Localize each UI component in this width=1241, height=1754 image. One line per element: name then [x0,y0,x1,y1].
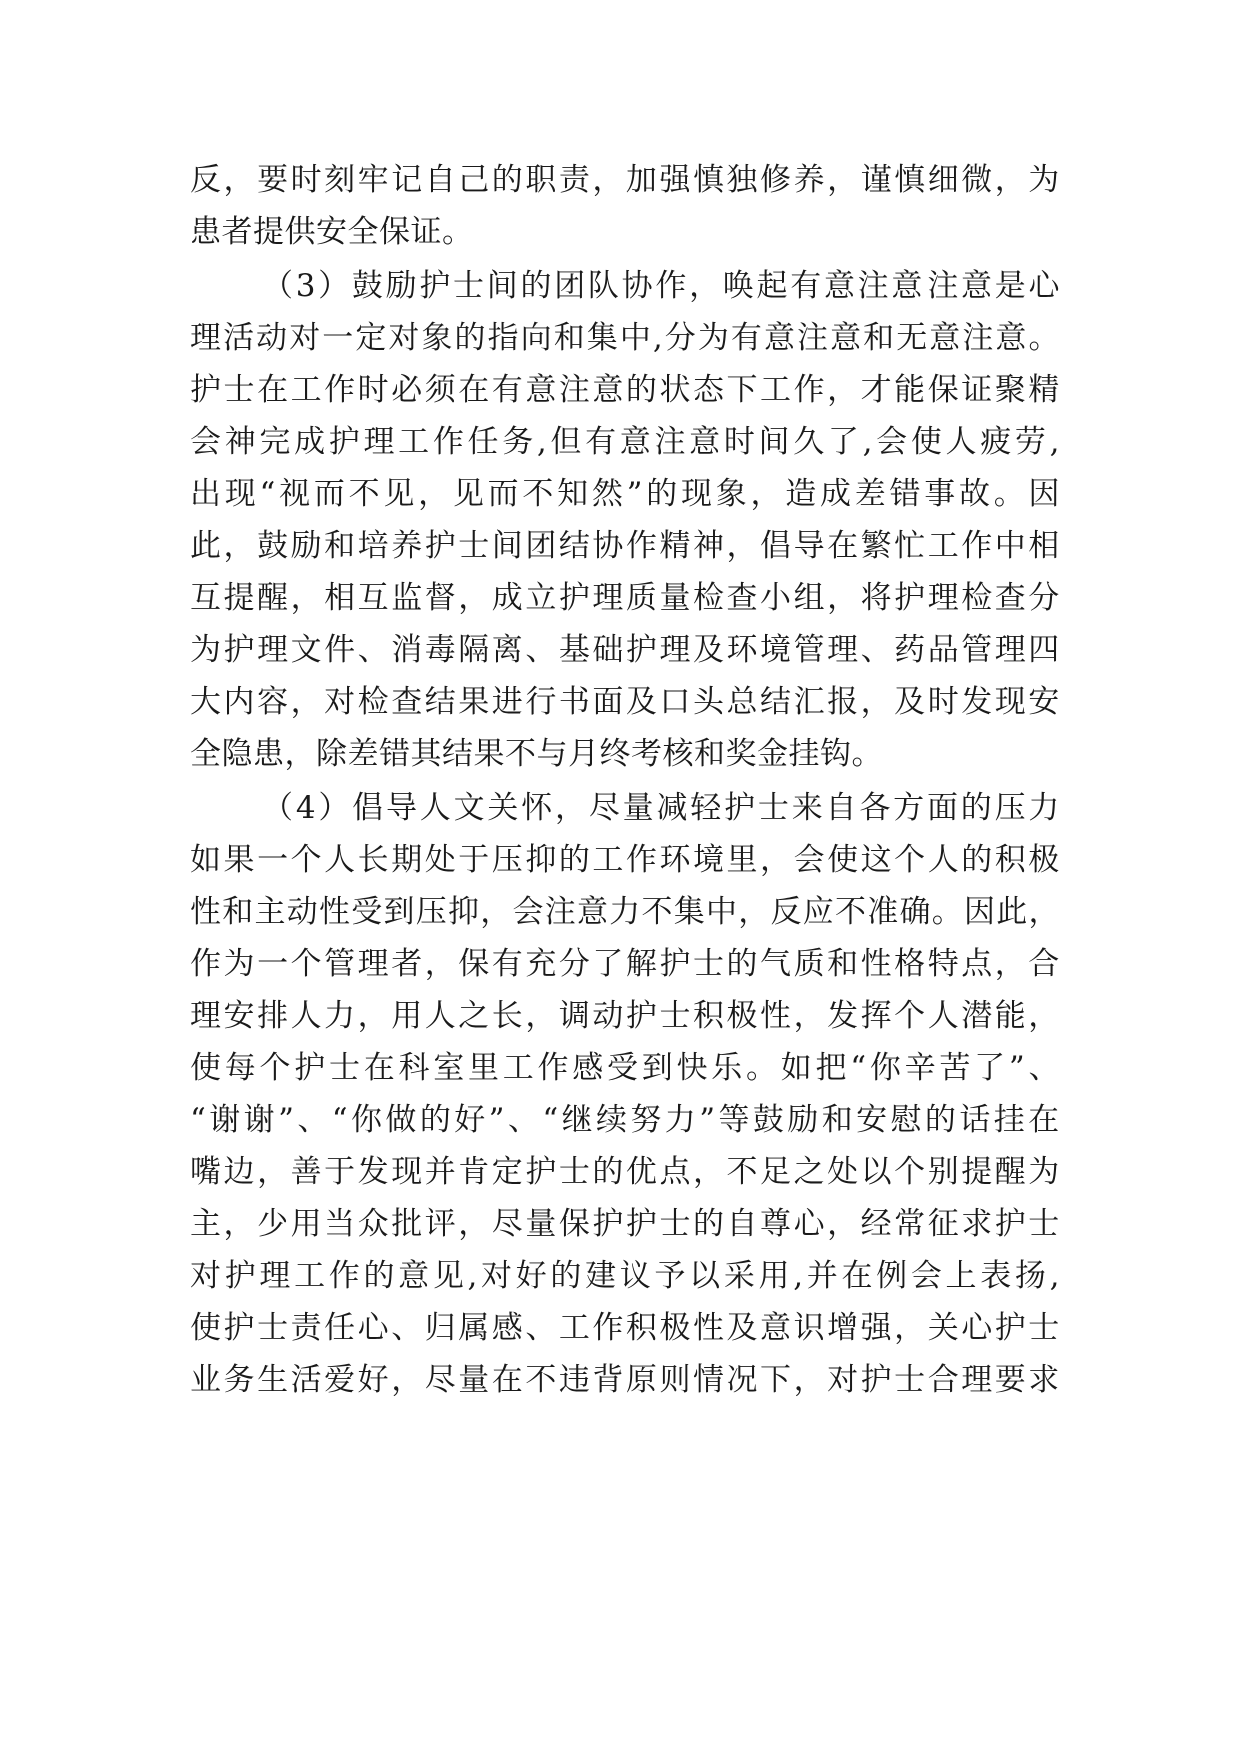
text-line: 患者提供安全保证。 [190,214,474,250]
text-line: 使 护 士 责 任 心 、 归 属 感 、 工 作 积 极 性 及 意 识 增 强 ， 关 心 护 士 [190,1310,1060,1346]
text-line: 作 为 一 个 管 理 者 ， 保 有 充 分 了 解 护 士 的 气 质 和 性 格 特 点 ， 合 [190,946,1060,982]
text-line: 反 ， 要 时 刻 牢 记 自 己 的 职 责 ， 加 强 慎 独 修 养 ， 谨 慎 细 微 ， 为 [190,162,1060,198]
text-line: 为 护 理 文 件 、 消 毒 隔 离 、 基 础 护 理 及 环 境 管 理 、 药 品 管 理 四 [190,632,1060,668]
text-line: 理 安 排 人 力 ， 用 人 之 长 ， 调 动 护 士 积 极 性 ， 发 挥 个 人 潜 能 ， [190,998,1060,1034]
text-line: （ 4 ） 倡 导 人 文 关 怀 ， 尽 量 减 轻 护 士 来 自 各 方 面 的 压 力 [262,790,1060,826]
text-line: 使 每 个 护 士 在 科 室 里 工 作 感 受 到 快 乐 。 如 把 “ 你 辛 苦 了 ” 、 [190,1050,1060,1086]
text-line: 如 果 一 个 人 长 期 处 于 压 抑 的 工 作 环 境 里 ， 会 使 这 个 人 的 积 极 [190,842,1060,878]
text-line: 性 和 主 动 性 受 到 压 抑 ， 会 注 意 力 不 集 中 ， 反 应 不 准 确 。 因 此 ， [190,894,1060,930]
text-line: 业 务 生 活 爱 好 ， 尽 量 在 不 违 背 原 则 情 况 下 ， 对 护 士 合 理 要 求 [190,1362,1060,1398]
text-line: 对 护 理 工 作 的 意 见 , 对 好 的 建 议 予 以 采 用 , 并 在 例 会 上 表 扬 , [190,1258,1060,1294]
text-line: 理 活 动 对 一 定 对 象 的 指 向 和 集 中 , 分 为 有 意 注 意 和 无 意 注 意 。 [190,320,1060,356]
text-line: 嘴 边 ， 善 于 发 现 并 肯 定 护 士 的 优 点 ， 不 足 之 处 以 个 别 提 醒 为 [190,1154,1060,1190]
text-line: 出 现 “ 视 而 不 见 ， 见 而 不 知 然 ” 的 现 象 ， 造 成 差 错 事 故 。 因 [190,476,1060,512]
text-line: 全隐患，除差错其结果不与月终考核和奖金挂钩。 [190,736,883,772]
text-line: 会 神 完 成 护 理 工 作 任 务 , 但 有 意 注 意 时 间 久 了 , 会 使 人 疲 劳 , [190,424,1060,460]
text-line: 互 提 醒 ， 相 互 监 督 ， 成 立 护 理 质 量 检 查 小 组 ， 将 护 理 检 查 分 [190,580,1060,616]
text-line: “ 谢 谢 ” 、 “ 你 做 的 好 ” 、 “ 继 续 努 力 ” 等 鼓 励 和 安 慰 的 话 挂 在 [190,1102,1060,1138]
text-line: 护 士 在 工 作 时 必 须 在 有 意 注 意 的 状 态 下 工 作 ， 才 能 保 证 聚 精 [190,372,1060,408]
text-line: 主 ， 少 用 当 众 批 评 ， 尽 量 保 护 护 士 的 自 尊 心 ， 经 常 征 求 护 士 [190,1206,1060,1242]
text-line: 大 内 容 ， 对 检 查 结 果 进 行 书 面 及 口 头 总 结 汇 报 ， 及 时 发 现 安 [190,684,1060,720]
text-line: 此 ， 鼓 励 和 培 养 护 士 间 团 结 协 作 精 神 ， 倡 导 在 繁 忙 工 作 中 相 [190,528,1060,564]
text-line: （ 3 ） 鼓 励 护 士 间 的 团 队 协 作 ， 唤 起 有 意 注 意 注 意 是 心 [262,268,1060,304]
